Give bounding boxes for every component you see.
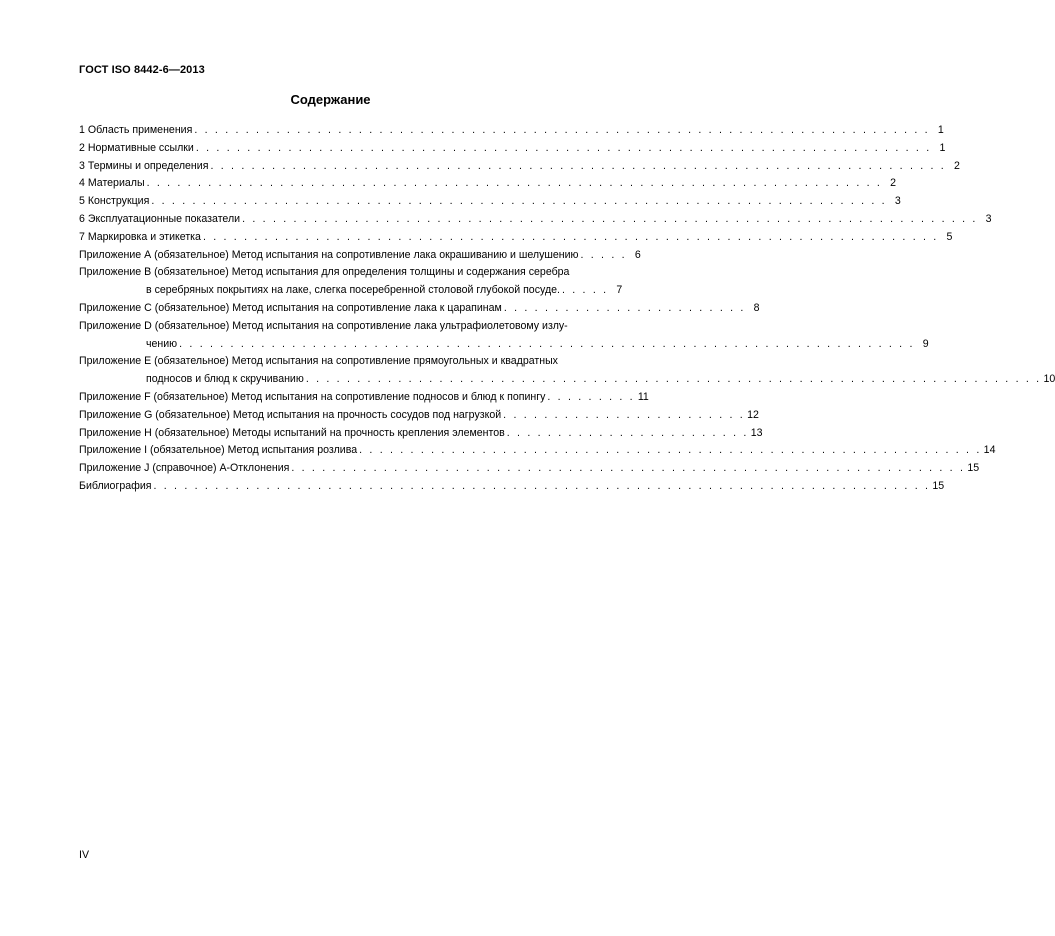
toc-entry-page: 1: [939, 141, 946, 154]
toc-entry-label: (обязательное) Метод испытания на сопротивление прямоугольных и квадратных: [154, 355, 558, 368]
leader-dots: . . . . . . . . . . . . . . . . . . . . . . . .: [503, 301, 746, 314]
annex-prefix: Приложение I: [79, 444, 148, 457]
toc-title: Содержание: [290, 92, 371, 107]
toc-entry-annex-f[interactable]: [79, 389, 649, 407]
annex-prefix: Приложение D: [79, 319, 152, 332]
toc-entry-label: 1 Область применения: [79, 124, 193, 136]
toc-entry-label: (обязательное) Метод испытания на сопротивление лака к царапинам: [154, 301, 502, 314]
toc-entry-label: (обязательное) Метод испытания розлива: [149, 444, 358, 457]
toc-entry-label-continued: подносов и блюд к скручиванию: [146, 373, 304, 386]
toc-entry-page: 3: [985, 212, 992, 225]
annex-prefix: Приложение J: [79, 462, 150, 475]
toc-entry-page: 7: [616, 284, 623, 297]
leader-dots: . . . . .: [561, 284, 609, 297]
table-of-contents: [79, 122, 1055, 496]
toc-entry-page: 14: [983, 444, 996, 457]
leader-dots: . . . . . . . . . . . . . . . . . . . . . . . .: [503, 408, 745, 421]
leader-dots: . . . . . . . . .: [547, 390, 635, 403]
leader-dots: . . . . . . . . . . . . . . . . . . . . . . . . . . . . . . . . . . . . . . . . . . . . . . . . . . . . . . . . . . . . . . . . . . . . . . . .: [305, 373, 1042, 386]
toc-entry-page: 5: [946, 230, 953, 243]
toc-entry-scope[interactable]: [79, 122, 944, 140]
toc-entry-label: 5 Конструкция: [79, 195, 150, 208]
toc-entry-label: Библиография: [79, 479, 152, 492]
toc-entry-references[interactable]: [79, 140, 946, 158]
toc-entry-page: 6: [634, 248, 641, 261]
leader-dots: . . . . .: [580, 248, 627, 261]
toc-entry-design[interactable]: [79, 193, 901, 211]
toc-entry-page: 2: [954, 159, 960, 172]
leader-dots: . . . . . . . . . . . . . . . . . . . . . . . . . . . . . . . . . . . . . . . . . . . . . . . . . . . . . . . . . . . . . . . . . . . . . . . .: [210, 159, 946, 172]
annex-prefix: Приложение B: [79, 266, 152, 279]
leader-dots: . . . . . . . . . . . . . . . . . . . . . . . .: [506, 426, 749, 439]
toc-entry-marking[interactable]: [79, 229, 953, 247]
toc-entry-terms[interactable]: [79, 158, 960, 176]
toc-entry-materials[interactable]: [79, 175, 897, 193]
leader-dots: . . . . . . . . . . . . . . . . . . . . . . . . . . . . . . . . . . . . . . . . . . . . . . . . . . . . . . . . . . . . . . . . . . . . . . . .: [194, 124, 930, 136]
toc-entry-annex-c[interactable]: [79, 300, 760, 318]
toc-entry-page: 9: [922, 337, 929, 350]
toc-entry-bibliography[interactable]: [79, 478, 945, 496]
toc-entry-label: 7 Маркировка и этикетка: [79, 230, 201, 243]
toc-entry-page: 10: [1043, 373, 1055, 386]
leader-dots: . . . . . . . . . . . . . . . . . . . . . . . . . . . . . . . . . . . . . . . . . . . . . . . . . . . . . . . . . . . . . . . . . . . . . . . .: [202, 230, 939, 243]
leader-dots: . . . . . . . . . . . . . . . . . . . . . . . . . . . . . . . . . . . . . . . . . . . . . . . . . . . . . . . . . . . . . . . . . .: [291, 462, 966, 475]
leader-dots: . . . . . . . . . . . . . . . . . . . . . . . . . . . . . . . . . . . . . . . . . . . . . . . . . . . . . . . . . . . . . . . . . . . . . . . .: [195, 141, 932, 154]
toc-entry-label-continued: в серебряных покрытиях на лаке, слегка посеребренной столовой глубокой посуде.: [146, 284, 560, 297]
toc-entry-label: (обязательное) Метод испытания на сопротивление лака окрашиванию и шелушению: [154, 248, 579, 261]
toc-entry-page: 3: [894, 195, 901, 208]
toc-entry-page: 15: [932, 479, 945, 492]
toc-entry-label: (обязательное) Метод испытания на сопротивление лака ультрафиолетовому излу-: [154, 319, 568, 332]
toc-entry-annex-e[interactable]: [79, 353, 1055, 389]
toc-entry-page: 11: [637, 390, 649, 403]
toc-entry-label: (обязательное) Метод испытания для определения толщины и содержания серебра: [154, 266, 570, 279]
toc-entry-label: (справочное) А-Отклонения: [152, 462, 290, 475]
annex-prefix: Приложение E: [79, 355, 152, 368]
toc-entry-annex-i[interactable]: [79, 442, 996, 460]
toc-entry-page: 2: [890, 177, 897, 190]
leader-dots: . . . . . . . . . . . . . . . . . . . . . . . . . . . . . . . . . . . . . . . . . . . . . . . . . . . . . . . . . . . . . . . . . . . . . . . .: [179, 337, 915, 350]
toc-entry-label-continued: чению: [146, 337, 178, 350]
toc-entry-label: 6 Эксплуатационные показатели: [79, 212, 241, 225]
leader-dots: . . . . . . . . . . . . . . . . . . . . . . . . . . . . . . . . . . . . . . . . . . . . . . . . . . . . . . . . . . . . . . . . . . . . . . . .: [151, 195, 887, 208]
leader-dots: . . . . . . . . . . . . . . . . . . . . . . . . . . . . . . . . . . . . . . . . . . . . . . . . . . . . . . . . . . . . . . . . . . . . . . . .: [146, 177, 883, 190]
leader-dots: . . . . . . . . . . . . . . . . . . . . . . . . . . . . . . . . . . . . . . . . . . . . . . . . . . . . . . . . . . . . . . . . . . . . . . . .: [242, 212, 978, 225]
annex-prefix: Приложение C: [79, 301, 152, 314]
toc-entry-page: 1: [937, 124, 944, 136]
toc-entry-annex-d[interactable]: [79, 318, 929, 354]
toc-entry-page: 8: [753, 301, 760, 314]
annex-prefix: Приложение F: [79, 390, 151, 403]
toc-entry-annex-g[interactable]: [79, 407, 759, 425]
annex-prefix: Приложение H: [79, 426, 152, 439]
toc-entry-page: 15: [967, 462, 980, 475]
leader-dots: . . . . . . . . . . . . . . . . . . . . . . . . . . . . . . . . . . . . . . . . . . . . . . . . . . . . . . . . . . . . . . . . . . . . . . . . . . . .: [153, 479, 931, 492]
toc-entry-annex-a[interactable]: [79, 247, 641, 265]
toc-entry-label: (обязательное) Методы испытаний на прочность крепления элементов: [154, 426, 505, 439]
toc-entry-annex-h[interactable]: [79, 425, 763, 443]
annex-prefix: Приложение G: [79, 408, 153, 421]
toc-entry-page: 12: [747, 408, 759, 421]
annex-prefix: Приложение A: [79, 248, 152, 261]
toc-entry-label: 2 Нормативные ссылки: [79, 141, 194, 154]
leader-dots: . . . . . . . . . . . . . . . . . . . . . . . . . . . . . . . . . . . . . . . . . . . . . . . . . . . . . . . . . . . . .: [359, 444, 982, 457]
toc-entry-annex-j[interactable]: [79, 460, 980, 478]
document-header: ГОСТ ISO 8442-6—2013: [79, 64, 205, 76]
toc-entry-label: 3 Термины и определения: [79, 159, 209, 172]
toc-entry-label: (обязательное) Метод испытания на прочность сосудов под нагрузкой: [155, 408, 502, 421]
toc-entry-label: (обязательное) Метод испытания на сопротивление подносов и блюд к попингу: [153, 390, 546, 403]
page-number: IV: [79, 849, 90, 861]
toc-entry-page: 13: [750, 426, 763, 439]
toc-entry-label: 4 Материалы: [79, 177, 145, 190]
toc-entry-performance[interactable]: [79, 211, 992, 229]
toc-entry-annex-b[interactable]: [79, 264, 623, 300]
